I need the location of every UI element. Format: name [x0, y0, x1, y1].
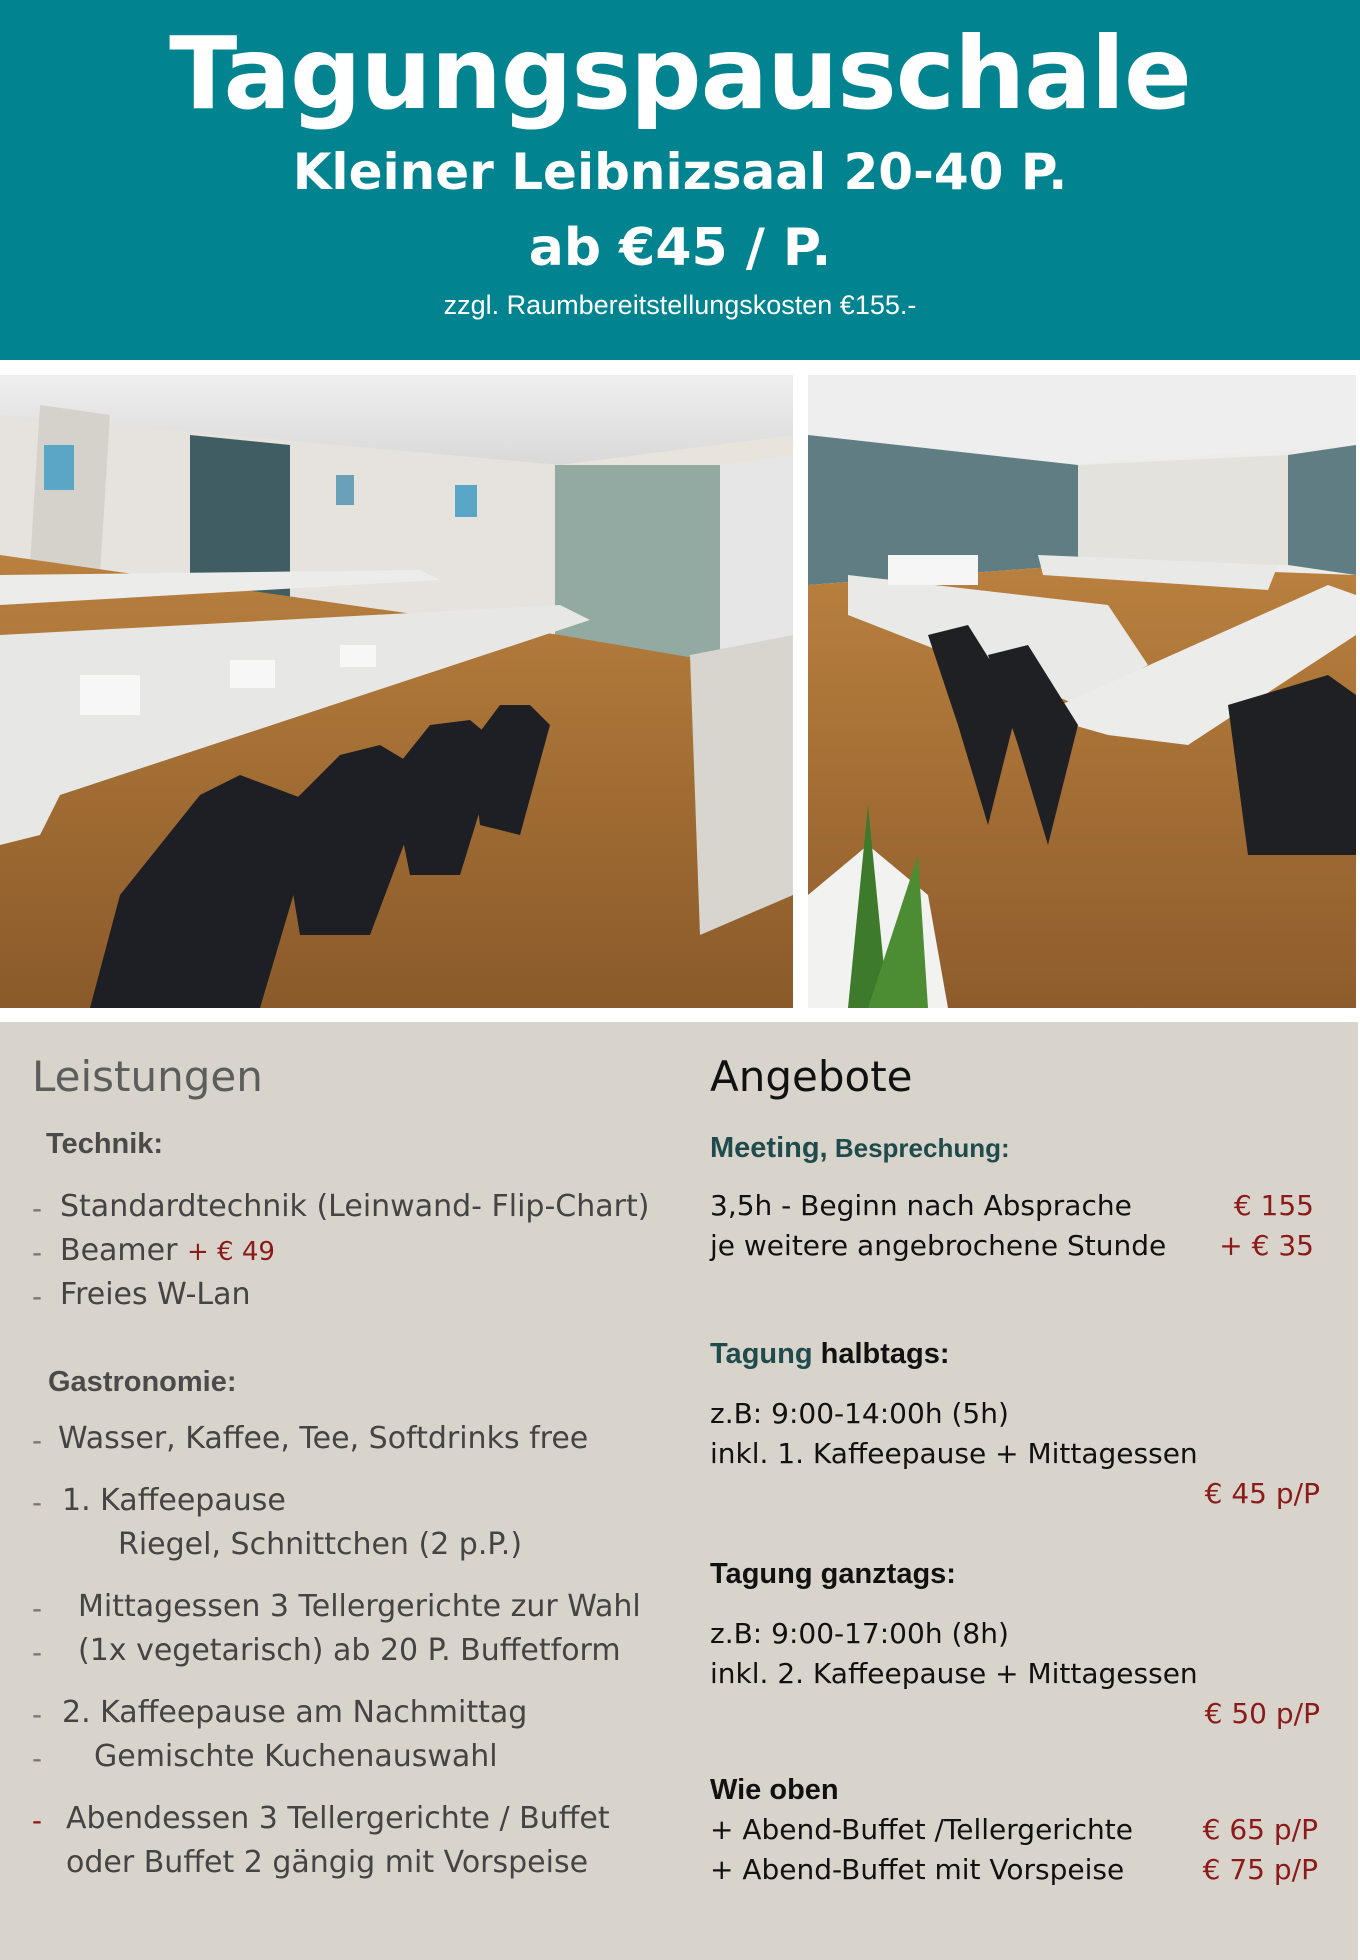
page-title: Tagungspauschale: [169, 15, 1191, 132]
halbtags-heading: [710, 1338, 950, 1371]
technik-heading: Technik:: [46, 1128, 164, 1160]
ganztags-heading: Tagung ganztags:: [710, 1558, 956, 1590]
gastro-line-kuchen: Gemischte Kuchenauswahl: [94, 1739, 498, 1774]
gastro-line-kaffeepause-2: 2. Kaffeepause am Nachmittag: [62, 1695, 528, 1730]
list-dash: -: [32, 1804, 42, 1837]
list-dash: -: [32, 1592, 42, 1625]
header-banner: [0, 0, 1360, 360]
info-panel: [0, 1022, 1358, 1960]
meeting-price-1: € 155: [1233, 1189, 1314, 1222]
list-dash: -: [32, 1486, 42, 1519]
base-price: ab €45 / P.: [528, 218, 832, 278]
meeting-line-1: 3,5h - Beginn nach Absprache: [710, 1189, 1132, 1222]
wie-oben-heading: Wie oben: [710, 1774, 839, 1806]
halbtags-heading-a: Tagung: [710, 1338, 813, 1370]
technik-item-beamer: [60, 1233, 275, 1268]
room-photo-left: [0, 375, 793, 1008]
gastro-line-mittagessen: Mittagessen 3 Tellergerichte zur Wahl: [78, 1589, 641, 1624]
angebote-heading: Angebote: [710, 1052, 913, 1101]
room-photo-left-illustration: [0, 375, 793, 1008]
wie-oben-line-2: + Abend-Buffet mit Vorspeise: [710, 1853, 1125, 1886]
gastro-line-riegel: Riegel, Schnittchen (2 p.P.): [118, 1527, 523, 1562]
technik-item-standard: Standardtechnik (Leinwand- Flip-Chart): [60, 1189, 650, 1224]
list-dash: -: [32, 1192, 42, 1225]
list-dash: -: [32, 1698, 42, 1731]
list-dash: -: [32, 1236, 42, 1269]
wie-oben-price-1: € 65 p/P: [1202, 1813, 1318, 1846]
room-photo-right: [808, 375, 1356, 1008]
wie-oben-line-1: + Abend-Buffet /Tellergerichte: [710, 1813, 1133, 1846]
meeting-price-2: + € 35: [1219, 1229, 1314, 1262]
list-dash: -: [32, 1424, 42, 1457]
halbtags-heading-b: halbtags:: [812, 1338, 950, 1370]
meeting-heading-a: Meeting,: [710, 1132, 828, 1164]
gastro-line-vegetarisch: (1x vegetarisch) ab 20 P. Buffetform: [78, 1633, 621, 1668]
ganztags-line-1: z.B: 9:00-17:00h (8h): [710, 1617, 1009, 1650]
list-dash: -: [32, 1742, 42, 1775]
gastronomie-heading: Gastronomie:: [48, 1366, 237, 1398]
list-dash: -: [32, 1636, 42, 1669]
halbtags-price: € 45 p/P: [1204, 1477, 1320, 1510]
meeting-heading: [710, 1132, 1010, 1165]
extra-costs: zzgl. Raumbereitstellungskosten €155.-: [443, 290, 917, 320]
list-dash: -: [32, 1280, 42, 1313]
meeting-line-2: je weitere angebrochene Stunde: [710, 1229, 1167, 1262]
gastro-line-kaffeepause-1: 1. Kaffeepause: [62, 1483, 286, 1518]
meeting-heading-b: Besprechung:: [827, 1133, 1010, 1163]
halbtags-line-1: z.B: 9:00-14:00h (5h): [710, 1397, 1009, 1430]
beamer-extra-price: + € 49: [186, 1237, 275, 1267]
leistungen-heading: Leistungen: [32, 1052, 263, 1101]
room-photo-right-illustration: [808, 375, 1356, 1008]
gastro-line-buffet: oder Buffet 2 gängig mit Vorspeise: [66, 1845, 589, 1880]
ganztags-line-2: inkl. 2. Kaffeepause + Mittagessen: [710, 1657, 1198, 1690]
wie-oben-price-2: € 75 p/P: [1202, 1853, 1318, 1886]
ganztags-price: € 50 p/P: [1204, 1697, 1320, 1730]
gastro-line-abendessen: Abendessen 3 Tellergerichte / Buffet: [66, 1801, 610, 1836]
technik-item-wlan: Freies W-Lan: [60, 1277, 251, 1312]
halbtags-line-2: inkl. 1. Kaffeepause + Mittagessen: [710, 1437, 1198, 1470]
beamer-label: Beamer: [60, 1233, 178, 1268]
gastro-line-drinks: Wasser, Kaffee, Tee, Softdrinks free: [58, 1421, 589, 1456]
room-subtitle: Kleiner Leibnizsaal 20-40 P.: [292, 143, 1068, 201]
